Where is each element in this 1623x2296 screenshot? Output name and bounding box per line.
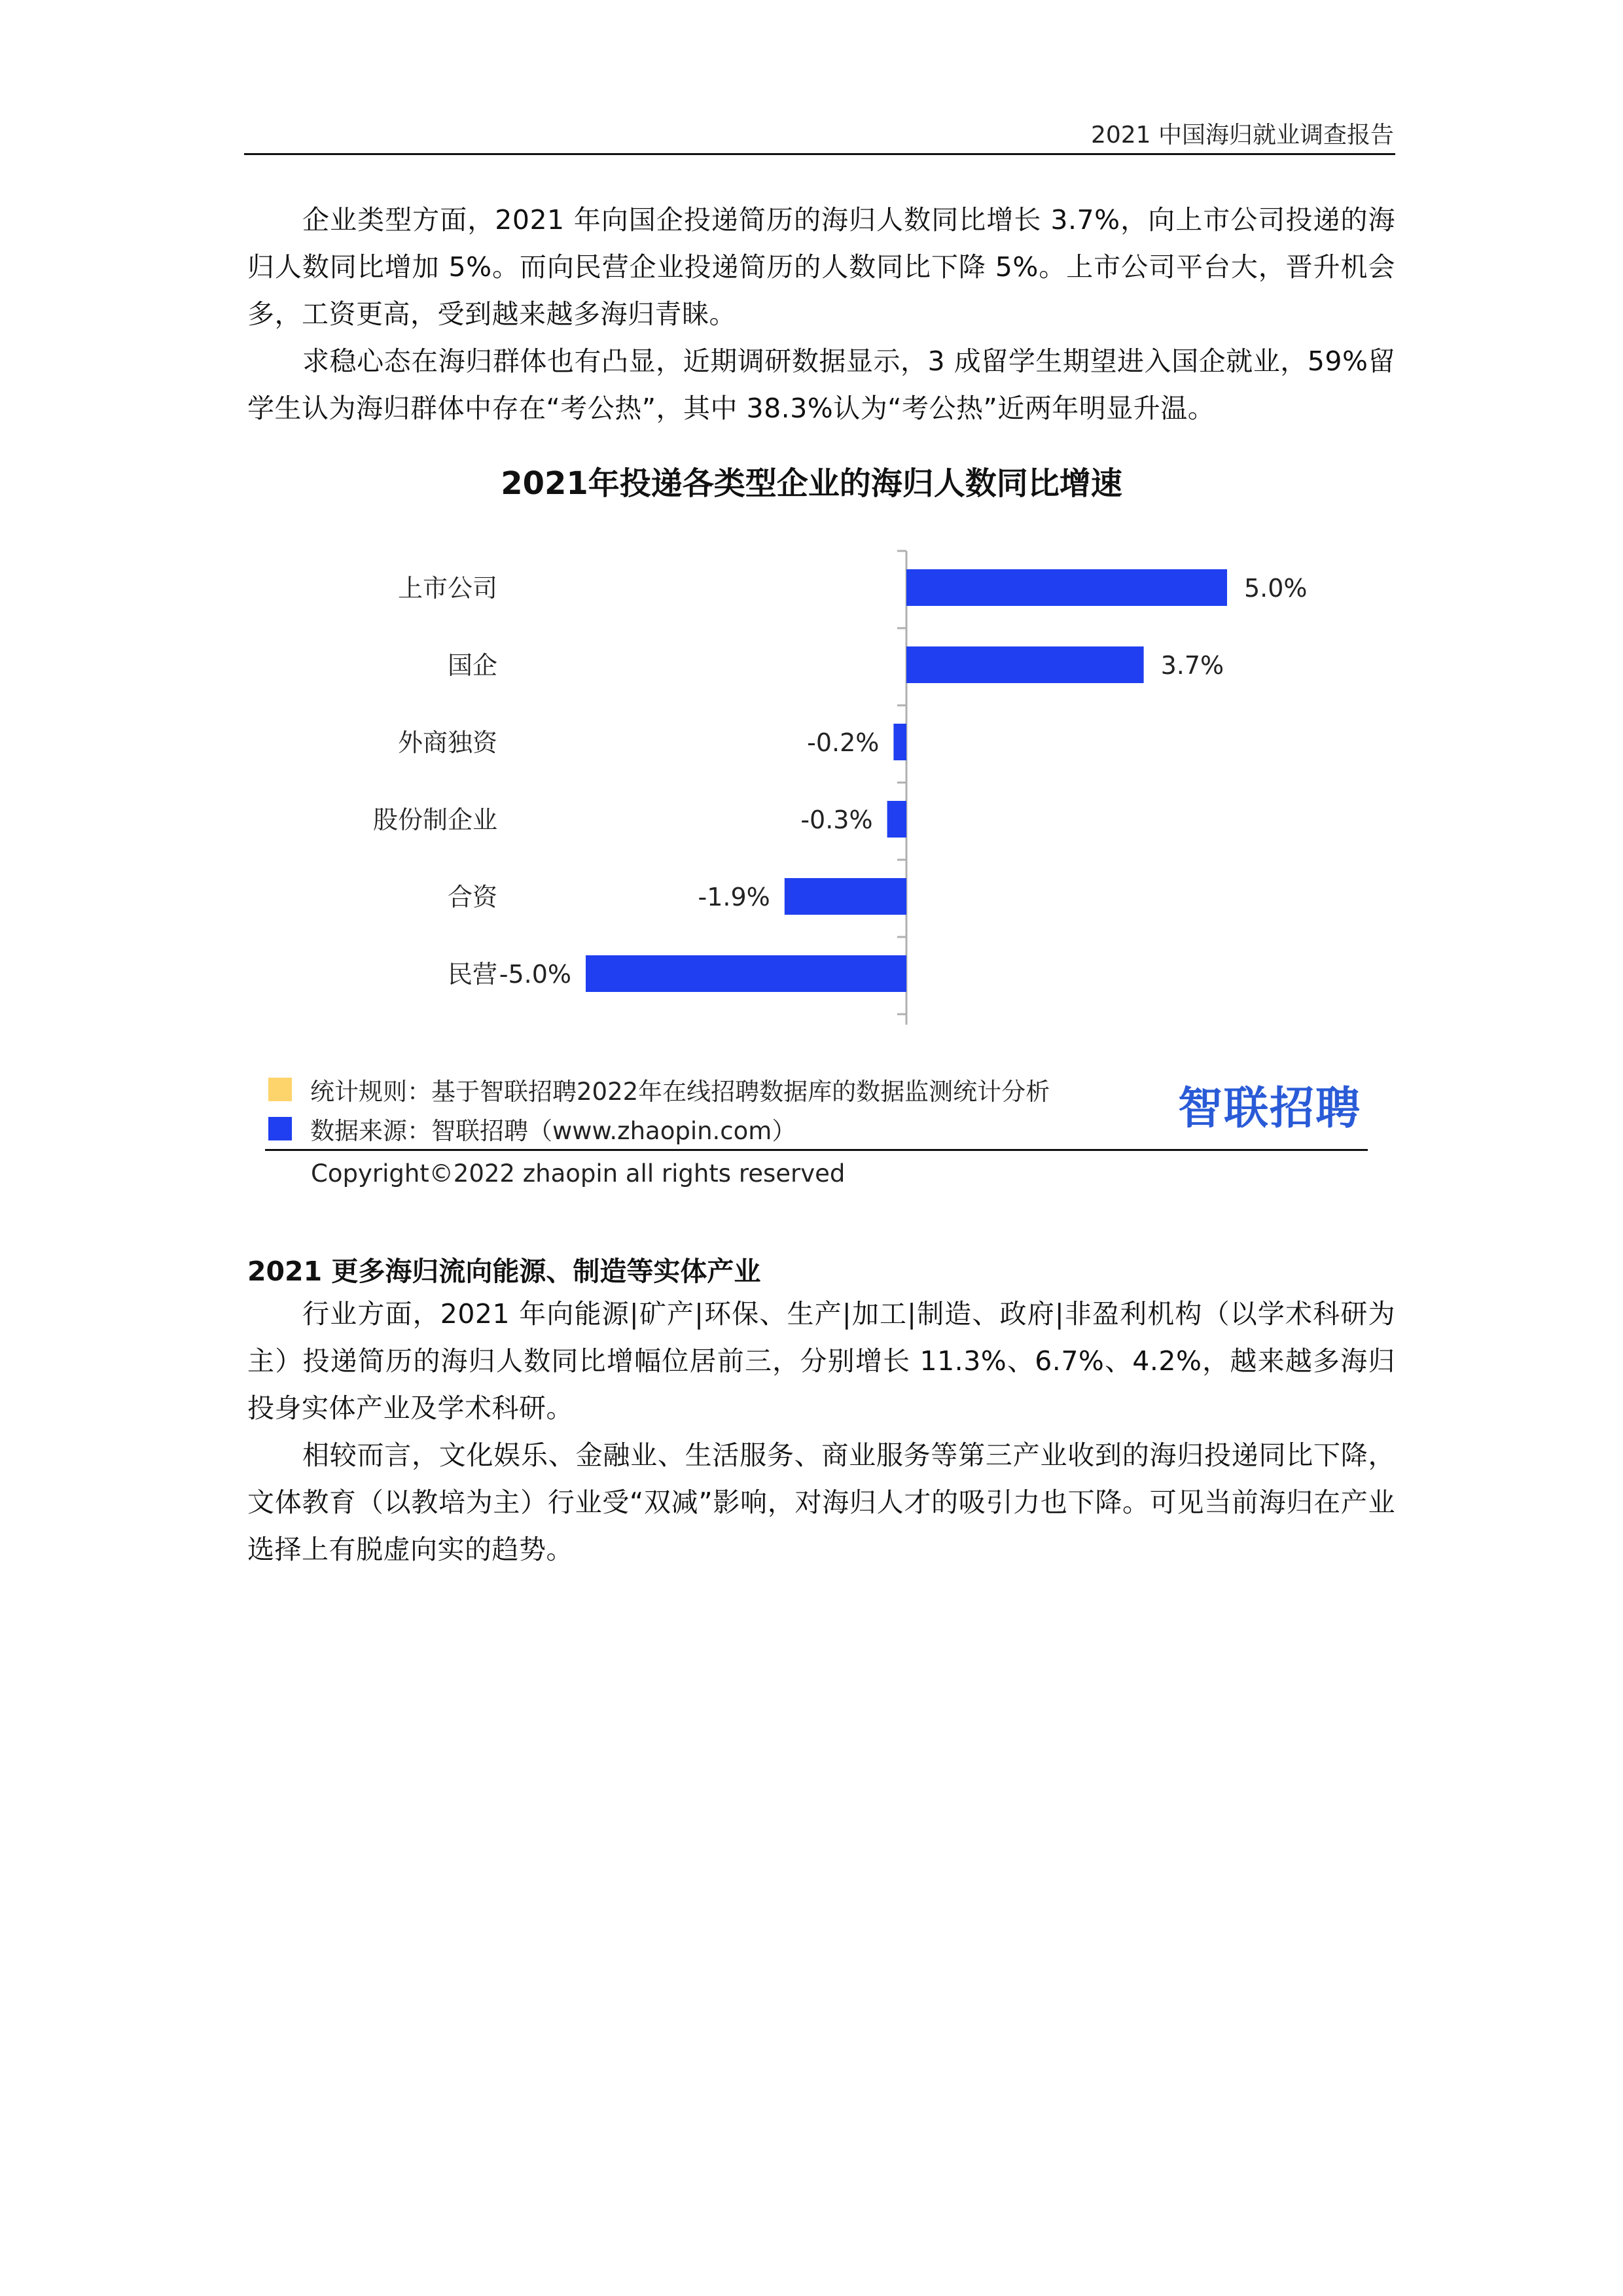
value-label: -0.3% — [800, 805, 873, 834]
category-label: 外商独资 — [397, 728, 497, 757]
header-divider — [244, 153, 1395, 155]
bar-chart — [0, 523, 1623, 1034]
category-label: 国企 — [447, 651, 497, 680]
running-header: 2021 中国海归就业调查报告 — [1090, 122, 1394, 149]
value-label: 3.7% — [1160, 651, 1224, 680]
value-label: 5.0% — [1244, 574, 1308, 603]
paragraph-industry: 行业方面，2021 年向能源|矿产|环保、生产|加工|制造、政府|非盈利机构（以学术科研为主）投递简历的海归人数同比增幅位居前三，分别增长 11.3%、6.7%、4.2%，越来越多海归投身实体产业及学术科研。 — [247, 1298, 1395, 1424]
bar — [893, 724, 906, 760]
zhaopin-logo: 智联招聘 — [1178, 1083, 1362, 1135]
category-label: 股份制企业 — [372, 805, 497, 834]
paragraph-stability: 求稳心态在海归群体也有凸显，近期调研数据显示，3 成留学生期望进入国企就业，59%留学生认为海归群体中存在“考公热”，其中 38.3%认为“考公热”近两年明显升温。 — [247, 345, 1395, 424]
bar — [586, 955, 906, 992]
legend-swatch-yellow — [268, 1078, 292, 1101]
category-label: 民营 — [447, 960, 497, 989]
legend-divider — [265, 1149, 1368, 1151]
chart-title: 2021年投递各类型企业的海归人数同比增速 — [501, 465, 1122, 502]
legend-label-source: 数据来源：智联招聘（www.zhaopin.com） — [310, 1117, 796, 1145]
legend-swatch-blue — [268, 1117, 292, 1140]
bar — [906, 646, 1144, 683]
copyright-notice: Copyright©2022 zhaopin all rights reserved — [311, 1159, 846, 1188]
legend-label-rule: 统计规则：基于智联招聘2022年在线招聘数据库的数据监测统计分析 — [310, 1078, 1050, 1106]
section-heading: 2021 更多海归流向能源、制造等实体产业 — [247, 1256, 761, 1287]
paragraph-tertiary: 相较而言，文化娱乐、金融业、生活服务、商业服务等第三产业收到的海归投递同比下降，文体教育（以教培为主）行业受“双减”影响，对海归人才的吸引力也下降。可见当前海归在产业选择上有脱虚向实的趋势。 — [247, 1439, 1395, 1565]
category-label: 合资 — [447, 883, 497, 911]
paragraph-enterprise-type: 企业类型方面，2021 年向国企投递简历的海归人数同比增长 3.7%，向上市公司投递的海归人数同比增加 5%。而向民营企业投递简历的人数同比下降 5%。上市公司平台大，晋升机会多，工资更高，受到越来越多海归青睐。 — [247, 204, 1395, 330]
legend-item-rule — [268, 1072, 1050, 1107]
value-label: -1.9% — [698, 883, 770, 911]
bar — [887, 801, 906, 838]
category-label: 上市公司 — [397, 574, 497, 603]
value-label: -5.0% — [499, 960, 571, 989]
bar — [785, 878, 906, 915]
legend-item-source — [268, 1111, 796, 1146]
value-label: -0.2% — [807, 728, 880, 757]
bar — [906, 569, 1227, 606]
